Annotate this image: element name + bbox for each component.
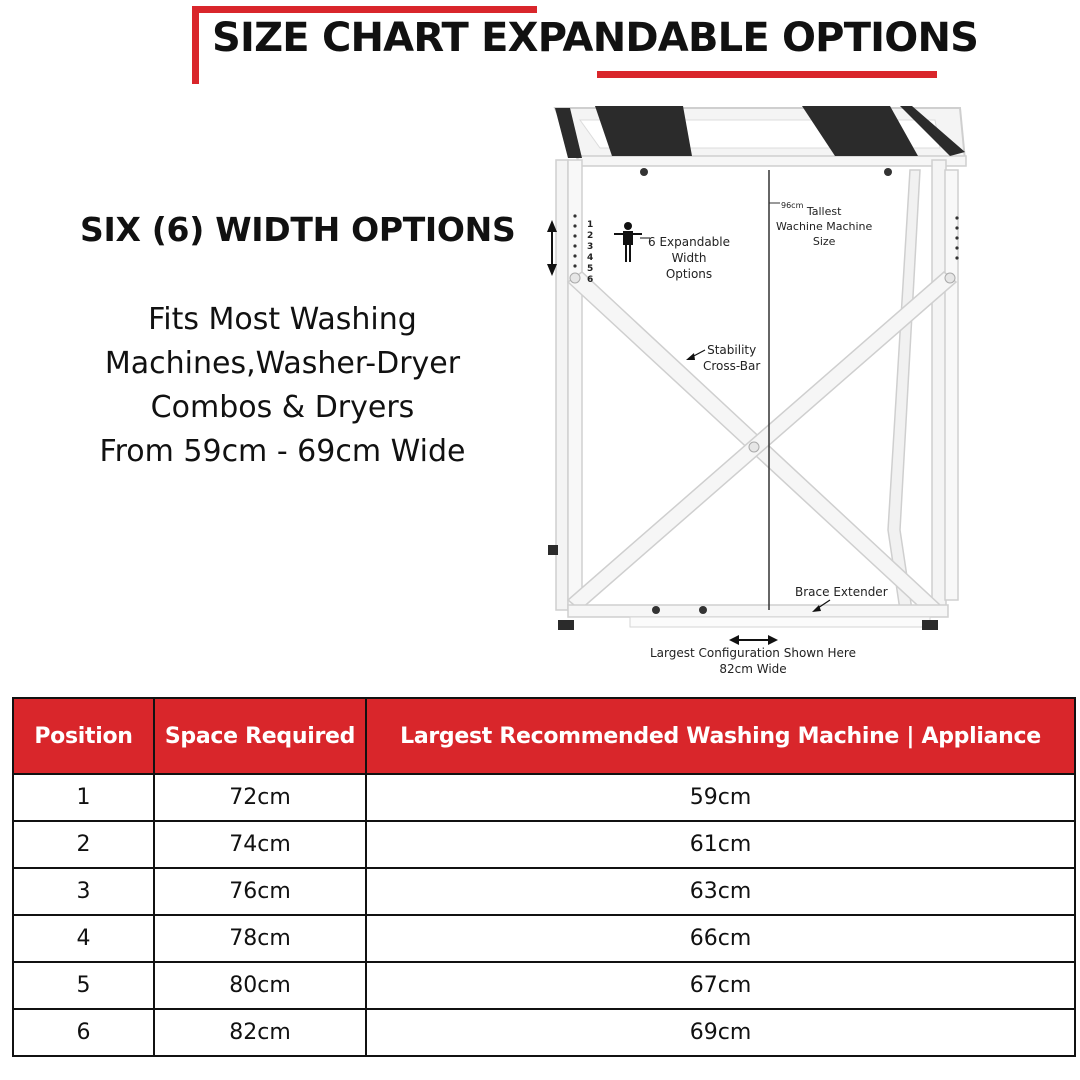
label-line: Stability — [707, 343, 757, 357]
expandable-width-label — [648, 234, 730, 282]
space-required-cell: 72cm — [154, 774, 366, 821]
label-line: Width — [671, 251, 707, 265]
fit-line: Machines,Washer-Dryer — [104, 346, 461, 381]
column-header-position: Position — [13, 698, 154, 774]
table-row — [13, 962, 1075, 1009]
space-required-cell: 78cm — [154, 915, 366, 962]
stability-crossbar-label — [703, 342, 760, 374]
table-row — [13, 821, 1075, 868]
largest-machine-cell: 63cm — [366, 868, 1075, 915]
width-position-numbers — [587, 220, 593, 286]
label-line: Tallest — [806, 205, 842, 218]
label-line: Wachine Machine — [776, 220, 873, 233]
label-line: 82cm Wide — [719, 662, 787, 676]
width-number: 2 — [587, 231, 594, 241]
page-title: SIZE CHART EXPANDABLE OPTIONS — [212, 15, 979, 61]
width-number: 6 — [587, 275, 594, 285]
position-cell: 4 — [13, 915, 154, 962]
table-row — [13, 868, 1075, 915]
largest-machine-cell: 69cm — [366, 1009, 1075, 1056]
fit-line: From 59cm - 69cm Wide — [99, 434, 466, 469]
header-accent-top — [192, 6, 537, 13]
position-cell: 3 — [13, 868, 154, 915]
stand-illustration — [540, 100, 980, 680]
header-accent-bottom — [597, 71, 937, 78]
largest-configuration-label — [650, 645, 856, 677]
position-cell: 5 — [13, 962, 154, 1009]
width-number: 4 — [587, 253, 594, 263]
label-line: Largest Configuration Shown Here — [650, 646, 856, 660]
largest-machine-cell: 66cm — [366, 915, 1075, 962]
width-number: 3 — [587, 242, 594, 252]
space-required-cell: 80cm — [154, 962, 366, 1009]
position-cell: 2 — [13, 821, 154, 868]
label-line: Cross-Bar — [703, 359, 761, 373]
header-accent-left — [192, 6, 199, 84]
header-banner — [192, 0, 979, 86]
largest-machine-cell: 59cm — [366, 774, 1075, 821]
space-required-cell: 76cm — [154, 868, 366, 915]
size-chart-table — [12, 697, 1076, 1057]
tallest-machine-label — [776, 204, 872, 249]
fit-line: Combos & Dryers — [150, 390, 415, 425]
table-header-row — [13, 698, 1075, 774]
table-row — [13, 1009, 1075, 1056]
width-number: 5 — [587, 264, 594, 274]
column-header-space-required: Space Required — [154, 698, 366, 774]
space-required-cell: 82cm — [154, 1009, 366, 1056]
height-marker: 96cm — [781, 201, 804, 210]
label-line: Size — [812, 235, 836, 248]
position-cell: 6 — [13, 1009, 154, 1056]
table-row — [13, 774, 1075, 821]
fit-line: Fits Most Washing — [148, 302, 417, 337]
table-row — [13, 915, 1075, 962]
largest-machine-cell: 67cm — [366, 962, 1075, 1009]
brace-extender-label: Brace Extender — [795, 585, 888, 599]
stand-drawing — [540, 100, 980, 680]
width-number: 1 — [587, 220, 594, 230]
space-required-cell: 74cm — [154, 821, 366, 868]
label-line: 6 Expandable — [648, 235, 731, 249]
largest-machine-cell: 61cm — [366, 821, 1075, 868]
width-options-heading: SIX (6) WIDTH OPTIONS — [80, 210, 516, 249]
fit-description — [60, 298, 505, 474]
column-header-largest-recommended: Largest Recommended Washing Machine | Appliance — [366, 698, 1075, 774]
position-cell: 1 — [13, 774, 154, 821]
label-line: Options — [665, 267, 713, 281]
